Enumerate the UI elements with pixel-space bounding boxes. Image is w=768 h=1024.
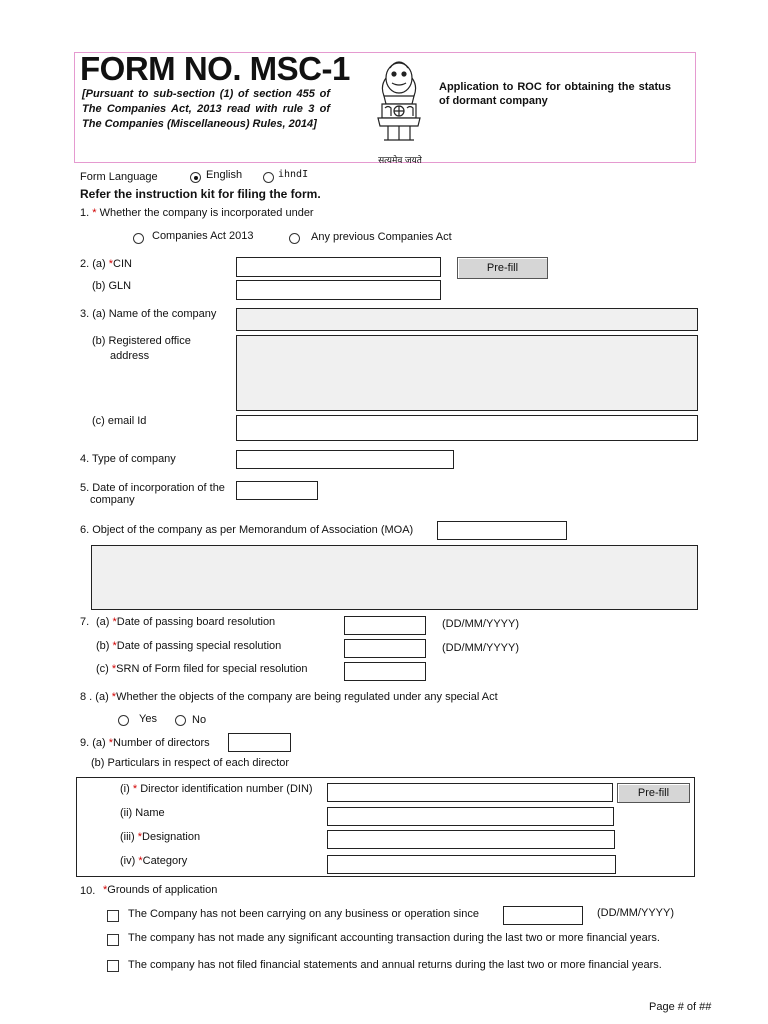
previous-companies-act-radio[interactable]	[289, 233, 300, 244]
special-act-label: 8 . (a) *Whether the objects of the company are being regulated under any special Act	[80, 691, 498, 703]
company-name-label: 3. (a) Name of the company	[80, 308, 217, 320]
director-designation-field[interactable]	[327, 830, 615, 849]
director-designation-label: (iii) *Designation	[120, 831, 201, 843]
previous-companies-act-label: Any previous Companies Act	[311, 231, 452, 243]
special-resolution-srn-label: (c) *SRN of Form filed for special resolution	[96, 663, 308, 675]
q7-number: 7.	[80, 616, 90, 628]
q1-label: 1. * Whether the company is incorporated under	[80, 207, 314, 219]
special-resolution-date-label: (b) *Date of passing special resolution	[96, 640, 282, 652]
board-resolution-date-format: (DD/MM/YYYY)	[442, 618, 519, 630]
grounds-label: *Grounds of application	[103, 884, 218, 896]
registered-office-address-field[interactable]	[236, 335, 698, 411]
ground-2-checkbox[interactable]	[107, 934, 119, 946]
instruction-text: Refer the instruction kit for filing the form.	[80, 187, 321, 201]
language-hindi-label: ihndI	[278, 169, 309, 180]
incorporation-date-label-2: company	[90, 494, 135, 506]
din-field[interactable]	[327, 783, 613, 802]
application-title: Application to ROC for obtaining the status of dormant company	[439, 81, 671, 107]
national-emblem-icon	[368, 56, 430, 164]
email-field[interactable]	[236, 415, 698, 441]
registered-office-label: (b) Registered office	[92, 335, 191, 347]
page-number: Page # of ##	[649, 1001, 712, 1013]
language-english-label: English	[206, 169, 243, 181]
companies-act-2013-radio[interactable]	[133, 233, 144, 244]
special-resolution-srn-field[interactable]	[344, 662, 426, 681]
email-label: (c) email Id	[92, 415, 147, 427]
din-prefill-button[interactable]: Pre-fill	[617, 783, 690, 803]
special-act-no-radio[interactable]	[175, 715, 186, 726]
language-hindi-radio[interactable]	[263, 172, 274, 183]
emblem-motto: सत्यमेव जयते	[378, 155, 422, 165]
number-of-directors-label: 9. (a) *Number of directors	[80, 737, 210, 749]
ground-1-date-format: (DD/MM/YYYY)	[597, 907, 674, 919]
companies-act-2013-label: Companies Act 2013	[152, 230, 254, 242]
special-act-yes-radio[interactable]	[118, 715, 129, 726]
gln-label: (b) GLN	[92, 280, 132, 292]
ground-2-label: The company has not made any significant accounting transaction during the last two or more financial years.	[128, 932, 660, 944]
ground-1-label: The Company has not been carrying on any business or operation since	[128, 908, 479, 920]
director-category-field[interactable]	[327, 855, 616, 874]
incorporation-date-label: 5. Date of incorporation of the	[80, 482, 225, 494]
form-language-label: Form Language	[80, 171, 158, 183]
special-resolution-date-format: (DD/MM/YYYY)	[442, 642, 519, 654]
moa-object-label: 6. Object of the company as per Memorandum of Association (MOA)	[80, 524, 414, 536]
moa-object-select[interactable]	[437, 521, 567, 540]
director-particulars-label: (b) Particulars in respect of each director	[91, 757, 290, 769]
special-act-no-label: No	[192, 714, 207, 726]
company-type-label: 4. Type of company	[80, 453, 176, 465]
cin-prefill-button[interactable]: Pre-fill	[457, 257, 548, 279]
cin-label: 2. (a) *CIN	[80, 258, 132, 270]
director-name-label: (ii) Name	[120, 807, 165, 819]
q10-number: 10.	[80, 885, 96, 897]
registered-office-label-2: address	[110, 350, 150, 362]
ground-3-label: The company has not filed financial statements and annual returns during the last two or more financial years.	[128, 959, 662, 971]
company-type-field[interactable]	[236, 450, 454, 469]
din-label: (i) * Director identification number (DIN)	[120, 783, 313, 795]
number-of-directors-field[interactable]	[228, 733, 291, 752]
form-title: FORM NO. MSC-1	[80, 50, 350, 87]
company-name-field[interactable]	[236, 308, 698, 331]
form-subtitle: [Pursuant to sub-section (1) of section 455 of The Companies Act, 2013 read with rule 3 of The Companies (Miscellaneous) Rules, 2014]	[82, 88, 330, 130]
director-category-label: (iv) *Category	[120, 855, 188, 867]
ground-3-checkbox[interactable]	[107, 960, 119, 972]
ground-1-date-field[interactable]	[503, 906, 583, 925]
special-act-yes-label: Yes	[139, 713, 157, 725]
director-name-field[interactable]	[327, 807, 614, 826]
special-resolution-date-field[interactable]	[344, 639, 426, 658]
gln-input[interactable]	[236, 280, 441, 300]
ground-1-checkbox[interactable]	[107, 910, 119, 922]
cin-input[interactable]	[236, 257, 441, 277]
moa-object-text-field[interactable]	[91, 545, 698, 610]
board-resolution-date-label: (a) *Date of passing board resolution	[96, 616, 276, 628]
language-english-radio[interactable]	[190, 172, 201, 183]
incorporation-date-field[interactable]	[236, 481, 318, 500]
board-resolution-date-field[interactable]	[344, 616, 426, 635]
